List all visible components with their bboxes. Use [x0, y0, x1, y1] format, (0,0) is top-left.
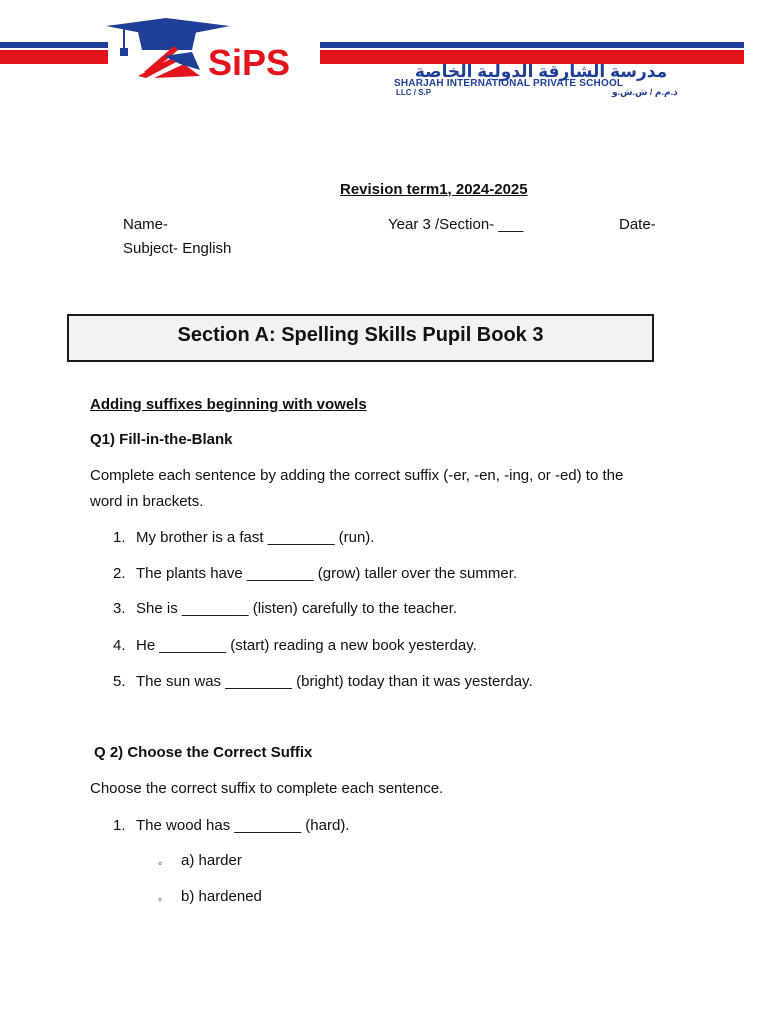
section-heading: Section A: Spelling Skills Pupil Book 3 — [177, 324, 544, 346]
q1-item-text: The sun was ________ (bright) today than it was yesterday. — [136, 673, 533, 690]
name-field-label: Name- — [123, 216, 169, 233]
q2-instruction: Choose the correct suffix to complete each sentence. — [90, 780, 444, 797]
q1-item-text: My brother is a fast ________ (run). — [136, 529, 375, 546]
header-stripe-left-red — [0, 50, 108, 64]
year-section-label: Year 3 /Section- ___ — [388, 216, 524, 233]
q1-item-number: 4. — [113, 637, 126, 654]
q2-option: b) hardened — [181, 888, 262, 905]
page-title: Revision term1, 2024-2025 — [340, 181, 528, 198]
date-field-label: Date- — [619, 216, 656, 233]
header-stripe-right-blue — [320, 42, 744, 48]
school-name-arabic: مدرسة الشارقة الدولية الخاصة — [414, 62, 668, 81]
q1-item-text: The plants have ________ (grow) taller over the summer. — [136, 565, 518, 582]
q1-item-number: 3. — [113, 600, 126, 617]
q1-item-text: She is ________ (listen) carefully to the teacher. — [136, 600, 458, 617]
option-bullet-icon: ◦ — [158, 856, 163, 870]
q1-item-number: 5. — [113, 673, 126, 690]
q2-heading: Q 2) Choose the Correct Suffix — [94, 744, 313, 761]
q1-item-number: 2. — [113, 565, 126, 582]
header-stripe-left-blue — [0, 42, 108, 48]
q1-instruction-line1: Complete each sentence by adding the correct suffix (-er, -en, -ing, or -ed) to the — [90, 467, 624, 484]
llc-arabic: ذ.م.م / ش.ش.و — [612, 87, 678, 97]
q1-item-number: 1. — [113, 529, 126, 546]
section-heading-box — [67, 314, 654, 362]
topic-heading: Adding suffixes beginning with vowels — [90, 396, 367, 413]
q1-heading: Q1) Fill-in-the-Blank — [90, 431, 233, 448]
q1-item-text: He ________ (start) reading a new book yesterday. — [136, 637, 477, 654]
q2-item-text: The wood has ________ (hard). — [136, 817, 350, 834]
llc-english: LLC / S.P — [396, 88, 432, 97]
q1-instruction-line2: word in brackets. — [90, 493, 204, 510]
logo-text: SiPS — [208, 42, 291, 83]
school-name-english: SHARJAH INTERNATIONAL PRIVATE SCHOOL — [394, 78, 624, 89]
option-bullet-icon: ◦ — [158, 892, 163, 906]
subject-label: Subject- English — [123, 240, 232, 257]
q2-option: a) harder — [181, 852, 242, 869]
q2-item-number: 1. — [113, 817, 126, 834]
